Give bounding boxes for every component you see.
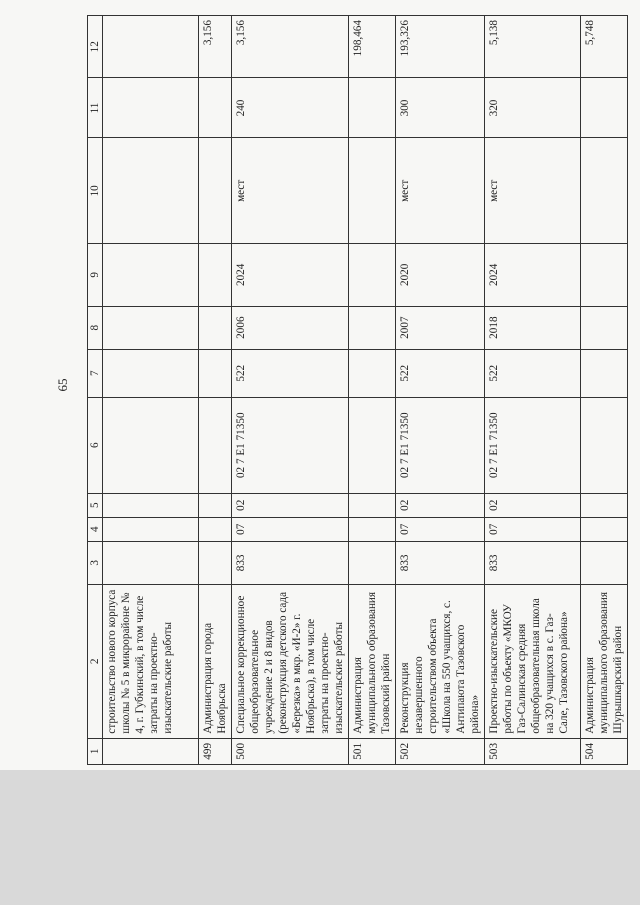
cell-capacity: 300 bbox=[396, 78, 485, 138]
header-cell: 6 bbox=[88, 397, 103, 493]
cell-end-year bbox=[581, 244, 628, 306]
row-number: 504 bbox=[581, 738, 628, 764]
cell-unit: мест bbox=[396, 138, 485, 244]
cell-capacity: 320 bbox=[485, 78, 581, 138]
row-name: Реконструкция незавершенного строительством объекта «Школа на 550 учащихся, с. Антипаюта Тазовского района» bbox=[396, 584, 485, 738]
cell-subsection: 02 bbox=[232, 493, 349, 517]
cell-subsection: 02 bbox=[396, 493, 485, 517]
cell-target-article bbox=[199, 397, 232, 493]
cell-amount: 5,748 bbox=[581, 16, 628, 78]
cell-grbs bbox=[349, 541, 396, 584]
scan-bottom-margin bbox=[0, 770, 640, 905]
cell-start-year: 2007 bbox=[396, 306, 485, 349]
header-cell: 4 bbox=[88, 517, 103, 541]
cell-unit: мест bbox=[485, 138, 581, 244]
cell-subsection bbox=[349, 493, 396, 517]
cell-amount bbox=[103, 16, 199, 78]
cell-end-year: 2024 bbox=[485, 244, 581, 306]
budget-table bbox=[87, 15, 628, 765]
cell-unit bbox=[581, 138, 628, 244]
cell-unit bbox=[103, 138, 199, 244]
row-name: Проектно-изыскательские работы по объекту «МКОУ Газ-Салинская средняя общеобразовательная школа на 320 учащихся в с. Газ-Сале, Тазовского района» bbox=[485, 584, 581, 738]
cell-expense-type: 522 bbox=[485, 349, 581, 397]
row-name: Администрация города Ноябрьска bbox=[199, 584, 232, 738]
row-number: 500 bbox=[232, 738, 349, 764]
header-cell: 3 bbox=[88, 541, 103, 584]
cell-end-year bbox=[199, 244, 232, 306]
cell-expense-type bbox=[199, 349, 232, 397]
table-row bbox=[396, 16, 485, 765]
cell-amount: 5,138 bbox=[485, 16, 581, 78]
page-number: 65 bbox=[55, 378, 70, 392]
cell-grbs bbox=[103, 541, 199, 584]
row-number: 501 bbox=[349, 738, 396, 764]
header-cell: 5 bbox=[88, 493, 103, 517]
cell-expense-type: 522 bbox=[232, 349, 349, 397]
cell-amount: 198,464 bbox=[349, 16, 396, 78]
header-row bbox=[88, 16, 103, 765]
cell-target-article: 02 7 E1 71350 bbox=[396, 397, 485, 493]
header-cell: 1 bbox=[88, 738, 103, 764]
cell-start-year: 2006 bbox=[232, 306, 349, 349]
cell-expense-type bbox=[581, 349, 628, 397]
cell-subsection bbox=[103, 493, 199, 517]
cell-subsection bbox=[199, 493, 232, 517]
header-cell: 2 bbox=[88, 584, 103, 738]
cell-grbs bbox=[581, 541, 628, 584]
table-row bbox=[103, 16, 199, 765]
cell-end-year: 2024 bbox=[232, 244, 349, 306]
cell-capacity bbox=[581, 78, 628, 138]
cell-end-year bbox=[103, 244, 199, 306]
cell-start-year: 2018 bbox=[485, 306, 581, 349]
header-cell: 9 bbox=[88, 244, 103, 306]
cell-subsection: 02 bbox=[485, 493, 581, 517]
cell-target-article: 02 7 E1 71350 bbox=[232, 397, 349, 493]
table-row bbox=[199, 16, 232, 765]
cell-amount: 193,326 bbox=[396, 16, 485, 78]
cell-section bbox=[581, 517, 628, 541]
cell-end-year: 2020 bbox=[396, 244, 485, 306]
cell-capacity: 240 bbox=[232, 78, 349, 138]
row-number: 503 bbox=[485, 738, 581, 764]
cell-target-article bbox=[349, 397, 396, 493]
table-body bbox=[88, 16, 628, 765]
cell-section bbox=[103, 517, 199, 541]
table-row bbox=[485, 16, 581, 765]
cell-capacity bbox=[103, 78, 199, 138]
cell-capacity bbox=[349, 78, 396, 138]
cell-expense-type: 522 bbox=[396, 349, 485, 397]
cell-target-article bbox=[581, 397, 628, 493]
row-name: Администрация муниципального образования Шурышкарский район bbox=[581, 584, 628, 738]
rotated-table-wrapper bbox=[87, 15, 624, 765]
cell-grbs bbox=[199, 541, 232, 584]
cell-expense-type bbox=[349, 349, 396, 397]
header-cell: 7 bbox=[88, 349, 103, 397]
cell-start-year bbox=[103, 306, 199, 349]
header-cell: 11 bbox=[88, 78, 103, 138]
table-row bbox=[232, 16, 349, 765]
cell-subsection bbox=[581, 493, 628, 517]
cell-amount: 3,156 bbox=[199, 16, 232, 78]
cell-grbs: 833 bbox=[232, 541, 349, 584]
cell-target-article bbox=[103, 397, 199, 493]
cell-unit bbox=[349, 138, 396, 244]
cell-grbs: 833 bbox=[485, 541, 581, 584]
cell-start-year bbox=[581, 306, 628, 349]
row-number: 502 bbox=[396, 738, 485, 764]
row-number: 499 bbox=[199, 738, 232, 764]
cell-start-year bbox=[349, 306, 396, 349]
cell-section bbox=[349, 517, 396, 541]
header-cell: 12 bbox=[88, 16, 103, 78]
row-name: Администрация муниципального образования Тазовский район bbox=[349, 584, 396, 738]
header-cell: 8 bbox=[88, 306, 103, 349]
row-name: строительство нового корпуса школы № 5 в микрорайоне № 4, г. Губкинский, в том числе затраты на проектно-изыскательские работы bbox=[103, 584, 199, 738]
cell-unit bbox=[199, 138, 232, 244]
cell-expense-type bbox=[103, 349, 199, 397]
cell-grbs: 833 bbox=[396, 541, 485, 584]
cell-section: 07 bbox=[396, 517, 485, 541]
cell-section bbox=[199, 517, 232, 541]
cell-unit: мест bbox=[232, 138, 349, 244]
table-row bbox=[581, 16, 628, 765]
row-name: Специальное коррекционное общеобразовательное учреждение 2 и 8 видов (реконструкция детского сада «Березка» в мкр. «И-2» г. Ноябрьска), в том числе затраты на проектно-изыскательские работы bbox=[232, 584, 349, 738]
header-cell: 10 bbox=[88, 138, 103, 244]
cell-section: 07 bbox=[485, 517, 581, 541]
row-number bbox=[103, 738, 199, 764]
cell-target-article: 02 7 E1 71350 bbox=[485, 397, 581, 493]
table-row bbox=[349, 16, 396, 765]
cell-capacity bbox=[199, 78, 232, 138]
cell-end-year bbox=[349, 244, 396, 306]
cell-start-year bbox=[199, 306, 232, 349]
cell-section: 07 bbox=[232, 517, 349, 541]
cell-amount: 3,156 bbox=[232, 16, 349, 78]
